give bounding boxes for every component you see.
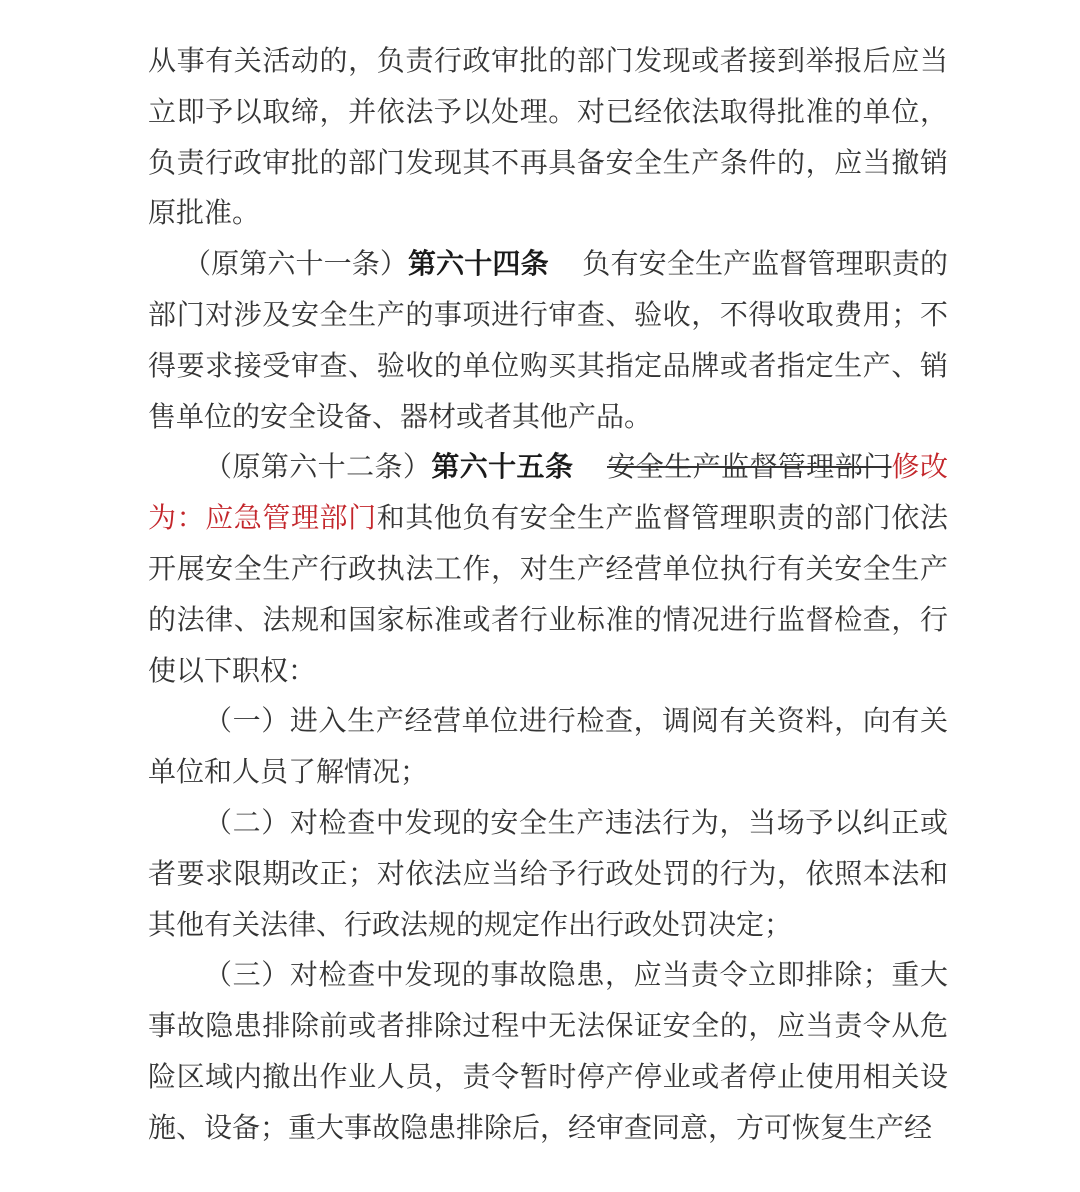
paragraph-continuation bbox=[148, 36, 948, 239]
article-text: 负有安全生产监督管理职责的部门对涉及安全生产的事项进行审查、验收，不得收取费用；不得要求接受审查、验收的单位购买其指定品牌或者指定生产、销售单位的安全设备、器材或者其他产品。 bbox=[148, 247, 948, 433]
document-page bbox=[148, 36, 948, 1154]
article-number: 第六十四条 bbox=[408, 247, 549, 281]
paragraph-text: 从事有关活动的，负责行政审批的部门发现或者接到举报后应当立即予以取缔，并依法予以处理。对已经依法取得批准的单位，负责行政审批的部门发现其不再具备安全生产条件的，应当撤销原批准。 bbox=[148, 44, 948, 230]
article-text: 和其他负有安全生产监督管理职责的部门依法开展安全生产行政执法工作，对生产经营单位执行有关安全生产的法律、法规和国家标准或者行业标准的情况进行监督检查，行使以下职权： bbox=[148, 501, 948, 687]
list-item-text: （三）对检查中发现的事故隐患，应当责令立即排除；重大事故隐患排除前或者排除过程中无法保证安全的，应当责令从危险区域内撤出作业人员，责令暂时停产停业或者停止使用相关设施、设备；重大事故隐患排除后，经审查同意，方可恢复生产经 bbox=[148, 958, 948, 1144]
list-item-text: （二）对检查中发现的安全生产违法行为，当场予以纠正或者要求限期改正；对依法应当给予行政处罚的行为，依照本法和其他有关法律、行政法规的规定作出行政处罚决定； bbox=[148, 805, 948, 941]
article-64 bbox=[148, 239, 948, 442]
list-item-text: （一）进入生产经营单位进行检查，调阅有关资料，向有关单位和人员了解情况； bbox=[148, 704, 948, 789]
amendment-label: 修改为： bbox=[148, 450, 948, 535]
original-article-ref: （原第六十一条） bbox=[183, 247, 409, 281]
list-item-2 bbox=[148, 798, 948, 950]
amendment-text: 应急管理部门 bbox=[205, 501, 377, 535]
original-article-ref: （原第六十二条） bbox=[204, 450, 432, 484]
list-item-3 bbox=[148, 950, 948, 1153]
deleted-text: 安全生产监督管理部门 bbox=[606, 450, 892, 484]
list-item-1 bbox=[148, 696, 948, 798]
article-number: 第六十五条 bbox=[431, 450, 574, 484]
article-65 bbox=[148, 442, 948, 696]
